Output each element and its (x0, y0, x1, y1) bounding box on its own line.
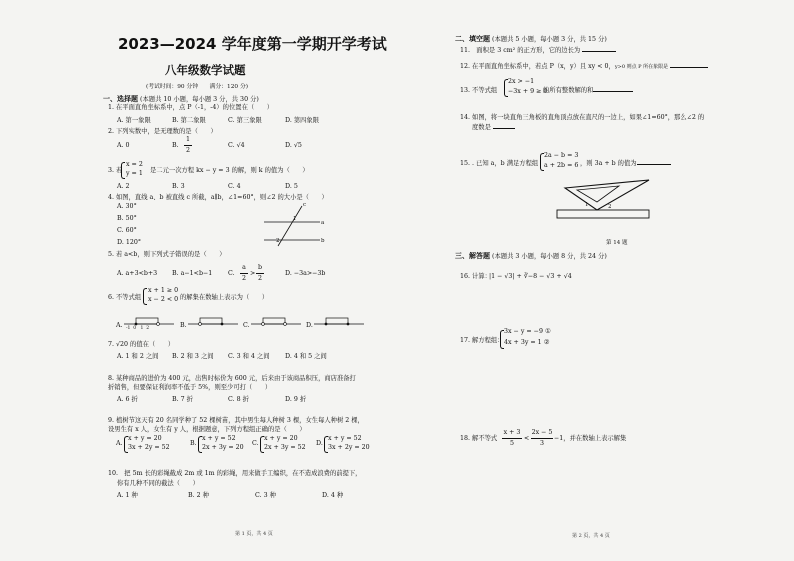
section-1-note: (本题共 10 小题，每小题 3 分，共 30 分) (140, 96, 259, 103)
q8-option-c: C. 8 折 (228, 396, 249, 403)
q5-frac-b-den: 2 (257, 275, 262, 282)
q9-option-b-eq1: x + y = 52 (202, 435, 236, 442)
q9-option-b-label: B. (190, 440, 197, 447)
q3-suffix: 是二元一次方程 kx − y = 3 的解，则 k 的值为（ ） (150, 167, 309, 174)
q13-suffix: 的所有整数解的和 (543, 87, 594, 94)
q6-suffix: 的解集在数轴上表示为（ ） (180, 294, 269, 301)
q14-line-2: 度数是 (472, 124, 491, 131)
q14-ruler (557, 210, 649, 218)
q5-option-c: C. (228, 270, 235, 277)
q14-line-1: 14. 如图，将一块直角三角板的直角顶点放在直尺的一边上，如果∠1=60°，那么∠2 的 (460, 114, 705, 121)
section-1-heading: 一、选择题 (103, 95, 138, 103)
q7-stem: 7. √20 的值在（ ） (108, 341, 175, 348)
q1-option-b: B. 第二象限 (172, 117, 206, 124)
q4-label-a: a (321, 220, 325, 226)
q2-frac-bar (184, 145, 192, 146)
q6-numberline-d (314, 316, 364, 328)
q6-sys-1: x + 1 ≥ 0 (148, 287, 179, 294)
section-1-header (103, 95, 259, 104)
q2-frac-den: 2 (185, 147, 190, 154)
q9-option-d-label: D. (316, 440, 323, 447)
q17-prefix: 17. 解方程组： (460, 337, 504, 344)
section-3-header (455, 252, 607, 261)
q1-option-c: C. 第三象限 (228, 117, 262, 124)
q18-op: < (524, 435, 530, 442)
q18-frac2-num: 2x − 5 (531, 429, 553, 436)
q7-option-c: C. 3 和 4 之间 (228, 353, 270, 360)
q6-tick-2: 2 (146, 326, 150, 331)
q1-option-a: A. 第一象限 (117, 117, 151, 124)
q12-text (460, 63, 708, 71)
q11-text (460, 47, 616, 55)
q15-suffix-wrap (580, 160, 671, 168)
q15-answer-blank[interactable] (637, 164, 671, 165)
q3-option-a: A. 2 (117, 183, 130, 190)
q17-sys-1: 3x − y = −9 ① (504, 328, 551, 335)
q13-prefix: 13. 不等式组 (460, 87, 498, 94)
q10-option-a: A. 1 种 (117, 492, 138, 499)
q10-option-c: C. 3 种 (255, 492, 276, 499)
q14-caption: 第 14 题 (606, 240, 628, 246)
q2-option-c: C. √4 (228, 142, 245, 149)
q18-suffix: −1，并在数轴上表示解集 (554, 435, 627, 442)
q7-option-d: D. 4 和 5 之间 (285, 353, 327, 360)
q4-option-a: A. 30° (117, 203, 137, 210)
q6-prefix: 6. 不等式组 (108, 294, 142, 301)
q4-option-b: B. 50° (117, 215, 137, 222)
q3-sys-1: x = 2 (126, 161, 143, 168)
q9-line-1: 9. 植树节这天有 20 名同学种了 52 棵树苗，其中男生每人种树 3 棵，女生每人种树 2 棵， (108, 417, 364, 424)
q5-stem: 5. 若 a<b，则下列式子错误的是（ ） (108, 251, 226, 258)
q9-line-2: 设男生有 x 人，女生有 y 人，根据题意，下列方程组正确的是（ ） (108, 426, 306, 433)
q9-option-d-eq2: 3x + 2y = 20 (328, 444, 370, 451)
q5-frac-a-den: 2 (241, 275, 246, 282)
q5-frac-a-num: a (242, 264, 246, 271)
q14-label-2: 2 (608, 204, 612, 210)
q5-frac-a-bar (240, 273, 248, 274)
q6-option-b: B. (180, 322, 187, 329)
q2-stem: 2. 下列实数中，是无理数的是（ ） (108, 128, 217, 135)
q7-option-a: A. 1 和 2 之间 (117, 353, 159, 360)
q8-option-b: B. 7 折 (172, 396, 193, 403)
q16-expression: |1 − √3| + ∛−8 − √3 + √4 (489, 273, 572, 280)
q4-label-b: b (321, 238, 325, 244)
q14-answer-blank[interactable] (493, 128, 515, 129)
section-3-heading: 三、解答题 (455, 252, 490, 260)
q9-option-c-eq1: x + y = 20 (264, 435, 298, 442)
q5-option-b: B. a−1<b−1 (172, 270, 213, 277)
q14-ruler-triangle-figure (557, 180, 657, 226)
q18-frac2-den: 3 (539, 440, 544, 447)
q4-option-d: D. 120° (117, 239, 141, 246)
left-page-footer: 第 1 页，共 4 页 (235, 531, 273, 537)
q6-tick-labels (126, 325, 149, 333)
q1-option-d: D. 第四象限 (285, 117, 320, 124)
q9-option-a-eq2: 3x + 2y = 52 (128, 444, 170, 451)
q15-prefix: 15. . 已知 a，b 满足方程组 (460, 160, 539, 167)
q6-option-c: C. (243, 322, 250, 329)
q3-sys-2: y = 1 (126, 170, 143, 177)
q6-numberline-c (251, 316, 301, 328)
q4-label-2: 2 (276, 238, 280, 244)
section-2-header (455, 35, 607, 44)
q15-sys-2: a + 2b = 6 (544, 162, 579, 169)
q9-option-c-eq2: 2x + 3y = 52 (264, 444, 306, 451)
q8-line-2: 折销售，但要保证利润率不低于 5%，则至少可打（ ） (108, 384, 272, 391)
right-page (397, 0, 794, 561)
q13-answer-blank[interactable] (593, 91, 633, 92)
q9-option-a-eq1: x + y = 20 (128, 435, 162, 442)
section-2-heading: 二、填空题 (455, 35, 490, 43)
q6-option-d: D. (306, 322, 313, 329)
q10-option-d: D. 4 种 (322, 492, 344, 499)
q1-stem: 1. 在平面直角坐标系中，点 P（-1，-4）的位置在（ ） (108, 104, 274, 111)
exam-subtitle: 八年级数学试题 (165, 63, 246, 77)
q6-brace (143, 288, 147, 305)
q5-frac-op: > (250, 270, 256, 277)
q2-frac-num: 1 (185, 136, 190, 143)
q12-answer-blank[interactable] (670, 67, 708, 68)
q6-sys-2: x − 2 < 0 (148, 296, 179, 303)
q18-frac1-num: x + 3 (503, 429, 521, 436)
q9-option-c-label: C. (252, 440, 259, 447)
section-2-note: (本题共 5 小题，每小题 3 分，共 15 分) (492, 36, 607, 43)
q4-option-c: C. 60° (117, 227, 137, 234)
q3-brace (121, 162, 125, 179)
q11-answer-blank[interactable] (582, 51, 616, 52)
q9-option-a-label: A. (116, 440, 123, 447)
q5-frac-b-bar (256, 273, 264, 274)
q18-frac2-bar (531, 438, 553, 439)
q14-triangle-inner (577, 186, 619, 202)
q18-frac1-den: 5 (509, 440, 514, 447)
q2-option-a: A. 0 (117, 142, 130, 149)
q4-label-c: c (303, 202, 307, 208)
q2-option-d: D. √5 (285, 142, 302, 149)
q13-sys-2: −3x + 9 ≥ 0 (508, 88, 548, 95)
q15-sys-1: 2a − b = 3 (544, 152, 579, 159)
q13-sys-1: 2x > −1 (508, 78, 535, 85)
q6-tick-1: 1 (140, 326, 144, 331)
q8-line-1: 8. 某种商品的进价为 400 元，出售时标价为 600 元，后来由于该商品积压，商店准备打 (108, 375, 356, 382)
section-3-note: (本题共 3 小题，每小题 8 分，共 24 分) (492, 253, 607, 260)
q5-frac-b-num: b (257, 264, 263, 271)
q5-option-a: A. a+3<b+3 (117, 270, 158, 277)
q6-numberline-b (188, 316, 238, 328)
q3-option-d: D. 5 (285, 183, 298, 190)
q2-option-b: B. (172, 142, 179, 149)
exam-info: (考试时间：90 分钟 满分：120 分) (146, 84, 249, 90)
q17-sys-2: 4x + 3y = 1 ② (504, 339, 550, 346)
q13-suffix-wrap (543, 87, 633, 95)
q8-option-a: A. 6 折 (117, 396, 138, 403)
q3-prefix: 3. 若 (108, 167, 123, 174)
q16-prefix: 16. 计算： (460, 273, 491, 280)
q10-line-2: 你有几种不同的截法（ ） (117, 480, 199, 487)
q6-tick-neg1: -1 (126, 326, 131, 331)
q3-option-c: C. 4 (228, 183, 241, 190)
q5-option-d: D. −3a>−3b (285, 270, 326, 277)
q6-tick-0: 0 (133, 326, 137, 331)
q4-label-1: 1 (293, 216, 297, 222)
q4-stem: 4. 如图，直线 a、b 被直线 c 所截，a∥b，∠1=60°，则∠2 的大小是（ ） (108, 194, 328, 201)
q12-stem: 12. 在平面直角坐标系中，若点 P（x，y）且 xy < 0， (460, 63, 615, 70)
q14-label-1: 1 (585, 202, 589, 208)
q9-option-d-eq1: x + y = 52 (328, 435, 362, 442)
q12-tail: y>0 则点 P 所在象限是 (614, 64, 669, 70)
q4-parallel-lines-figure (262, 204, 324, 248)
q9-option-b-eq2: 2x + 3y = 20 (202, 444, 244, 451)
q6-option-a: A. (116, 322, 123, 329)
q18-prefix: 18. 解不等式 (460, 435, 498, 442)
right-page-footer: 第 2 页，共 4 页 (572, 533, 610, 539)
q10-line-1: 10. 把 5m 长的彩绳截成 2m 或 1m 的彩绳，用来做手工编织，在不造成浪费的前提下， (108, 470, 362, 477)
q7-option-b: B. 2 和 3 之间 (172, 353, 214, 360)
q14-line-2-wrap (472, 124, 515, 132)
exam-title: 2023—2024 学年度第一学期开学考试 (118, 35, 387, 53)
q8-option-d: D. 9 折 (285, 396, 307, 403)
q3-option-b: B. 3 (172, 183, 185, 190)
q11-stem: 11. 面积是 3 cm² 的正方形，它的边长为 (460, 47, 581, 54)
q18-frac1-bar (502, 438, 522, 439)
q10-option-b: B. 2 种 (188, 492, 209, 499)
q15-suffix: ，则 3a + b 的值为 (580, 160, 637, 167)
